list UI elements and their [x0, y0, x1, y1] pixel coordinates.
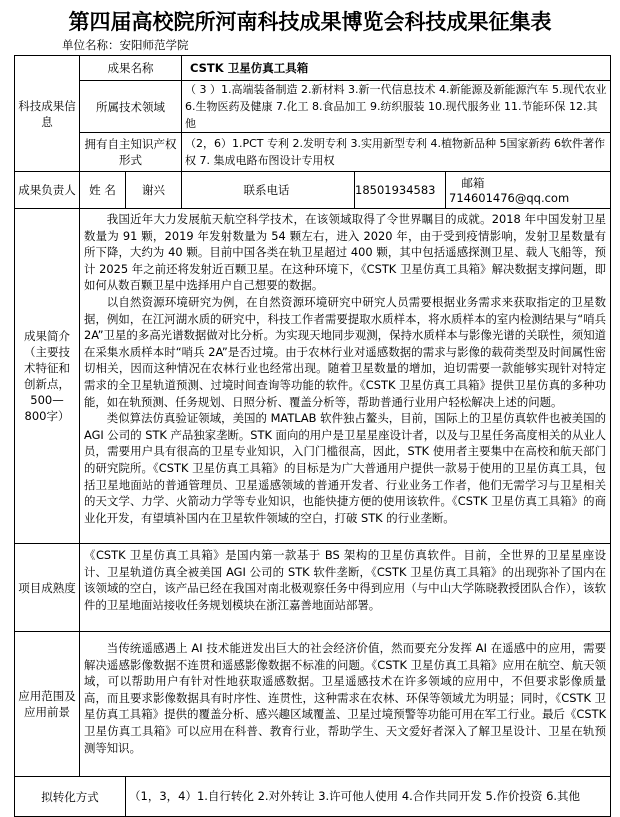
transfer-value: （1，3，4）1.自行转化 2.对外转让 3.许可他人使用 4.合作共同开发 5.作价投资 6.其他 [126, 777, 611, 817]
email-label: 邮箱 [461, 176, 485, 190]
application-text: 当传统遥感遇上 AI 技术能迸发出巨大的社会经济价值，然而要充分发挥 AI 在遥感中的应用，需要解决遥感影像数据不连贯和遥感影像数据不标准的问题。《CSTK 卫星仿真工具箱》应用在航空、航天领域，可以帮助用户有针对性地获取遥感数据。卫星遥感技术在许多领域的应用中，不但要求影像质量高，而且要求影像数据具有时序性、连贯性，这种需求在农林、环保等领域尤为明显；同时，《CSTK 卫星仿真工具箱》提供的覆盖分析、感兴趣区域覆盖、卫星过境预警等功能可用在军工行业。最后《CSTK 卫星仿真工具箱》可以应用在科普、教育行业，帮助学生、天文爱好者深入了解卫星设计、卫星在轨预测等知识。 [84, 641, 607, 755]
person-name: 谢兴 [126, 172, 182, 209]
application-label: 应用范围及应用前景 [15, 632, 80, 777]
phone-cell [182, 172, 355, 209]
form-table [14, 55, 611, 817]
transfer-label: 拟转化方式 [15, 777, 126, 817]
name-value: CSTK 卫星仿真工具箱 [182, 56, 611, 81]
unit-value: 安阳师范学院 [119, 38, 189, 52]
ip-value: （2，6）1.PCT 专利 2.发明专利 3.实用新型专利 4.植物新品种 5国家新药 6软件著作权 7. 集成电路布图设计专用权 [182, 133, 611, 172]
intro-cell [80, 209, 611, 544]
maturity-text: 《CSTK 卫星仿真工具箱》是国内第一款基于 BS 架构的卫星仿真软件。目前，全世界的卫星星座设计、卫星轨道仿真全被美国 AGI 公司的 STK 软件垄断，《CSTK 卫星仿真工具箱》的出现弥补了国内在该领域的空白，该产品已经在我国对南北极观察任务中得到应用（与中山大学陈晓教授团队合作），该软件的卫星地面站接收任务规划模块在浙江嘉善地面站部署。 [84, 548, 607, 612]
row-person [15, 172, 611, 209]
row-ip [15, 133, 611, 172]
row-name [15, 56, 611, 81]
intro-paragraph: 类似算法仿真验证领域，美国的 MATLAB 软件独占鳌头，目前，国际上的卫星仿真软件也被美国的 AGI 公司的 STK 产品独家垄断。STK 面向的用户是卫星星座设计者，以及与卫星任务高度相关的从业人员，需要用户具有很高的卫星专业知识，入门门槛很高，因此，STK 使用者主要集中在高校和航天部门的研究院所。《CSTK 卫星仿真工具箱》的目标是为广大普通用户提供一款易于使用的卫星仿真工具，包括卫星地面站的普通管理员、卫星遥感领域的普通开发者、行业业务工作者，他们无需学习与卫星相关的天文学、力学、火箭动力学等专业知识，也能快捷方便的使用该软件。《CSTK 卫星仿真工具箱》的商业化开发，有望填补国内在卫星软件领域的空白，打破 STK 的行业垄断。 [84, 411, 607, 525]
row-field [15, 81, 611, 133]
application-cell [80, 632, 611, 777]
intro-paragraph: 我国近年大力发展航天航空科学技术，在该领域取得了令世界瞩目的成就。2018 年中国发射卫星数量为 91 颗，2019 年发射数量为 54 颗左右，进入 2020 年，由于受到疫情影响，发射卫星数量有所下降，大约为 40 颗。目前中国各类在轨卫星超过 400 颗，其中包括遥感探测卫星、载人飞船等，预计 2025 年之前还将发射近百颗卫星。在这种环境下，《CSTK 卫星仿真工具箱》解决数据支撑问题，即如何从数百颗卫星中选择用户自己想要的数据。 [84, 212, 607, 293]
unit-line [62, 37, 189, 53]
phone-label: 联系电话 [243, 183, 290, 197]
section-info-label: 科技成果信息 [15, 56, 80, 172]
maturity-label: 项目成熟度 [15, 544, 80, 632]
row-intro [15, 209, 611, 544]
row-application [15, 632, 611, 777]
name-label: 成果名称 [80, 56, 182, 81]
person-section-label: 成果负责人 [15, 172, 80, 209]
unit-label: 单位名称： [62, 38, 120, 52]
row-maturity [15, 544, 611, 632]
field-value: （ 3 ）1.高端装备制造 2.新材料 3.新一代信息技术 4.新能源及新能源汽车 5.现代农业 6.生物医药及健康 7.化工 8.食品加工 9.纺织服装 10.现代服务业 11.节能环保 12.其他 [182, 81, 611, 133]
row-transfer [15, 777, 611, 817]
person-name-label: 姓 名 [80, 172, 126, 209]
phone-value-cell [355, 172, 446, 209]
intro-label: 成果简介（主要技术特征和创新点，500—800字） [15, 209, 80, 544]
phone-value: 18501934583 [355, 183, 436, 197]
email-cell [446, 172, 611, 209]
email-value[interactable]: 714601476@qq.com [449, 191, 570, 205]
ip-label: 拥有自主知识产权形式 [80, 133, 182, 172]
intro-paragraph: 以自然资源环境研究为例，在自然资源环境研究中研究人员需要根据业务需求来获取指定的卫星数据，例如，在江河湖水质的研究中，科技工作者需要提取水质样本，将水质样本的室内检测结果与“哨兵 2A”卫星的多高光谱数据做对比分析。为实现天地同步观测，保持水质样本与影像光谱的关联性，须知道在采集水质样本时“哨兵 2A”是否过境。由于农林行业对遥感数据的需求与影像的载荷类型及时间属性密切相关，因而这种情况在农林行业也经常出现。随着卫星数量的增加，迫切需要一款能够实现针对特定需求的全卫星轨道预测、过境时间查询等功能的软件。《CSTK 卫星仿真工具箱》提供卫星仿真的多种功能，如在轨预测、任务规划、日照分析、覆盖分析等，帮助普通行业用户轻松解决上述的问题。 [84, 294, 607, 409]
field-label: 所属技术领域 [80, 81, 182, 133]
maturity-cell [80, 544, 611, 632]
page-title: 第四届高校院所河南科技成果博览会科技成果征集表 [68, 10, 552, 34]
